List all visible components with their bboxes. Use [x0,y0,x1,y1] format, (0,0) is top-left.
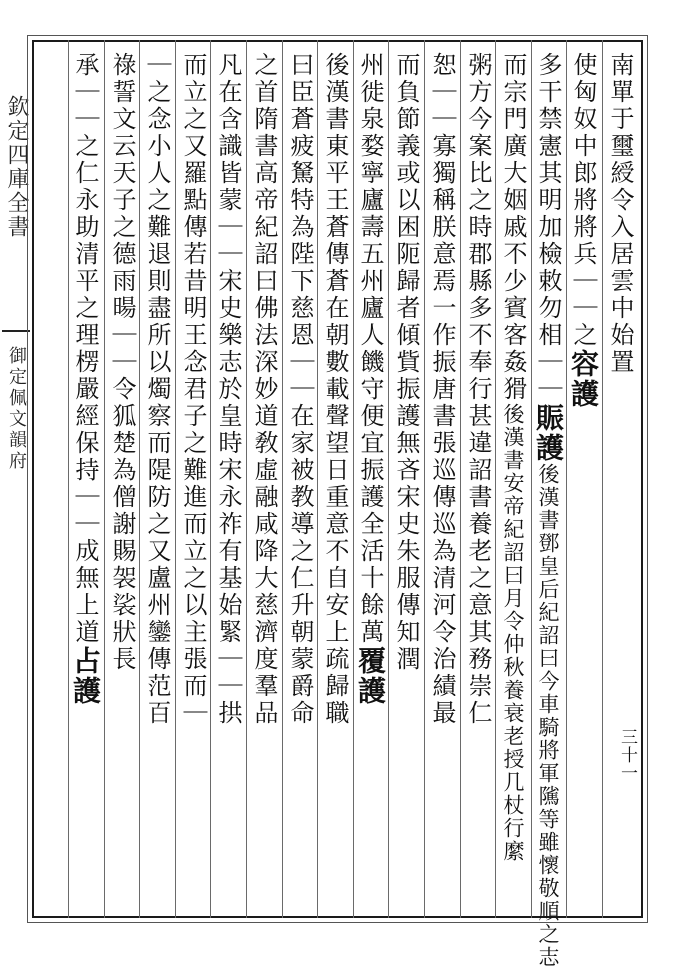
text-column [250,52,277,908]
column-rule [460,40,461,918]
text-column [286,52,313,908]
column-rule [602,40,603,918]
column-text: 使匈奴中郎將將兵｜｜之 [569,52,597,349]
column-text: 而宗門廣大姻戚不少賓客姦猾 [499,52,527,403]
column-rule [104,40,105,918]
column-rule [388,40,389,918]
column-rule [424,40,425,918]
column-text: 曰臣蒼疲駑特為陛下慈恩｜｜在家被教導之仁升朝蒙爵命 [286,52,314,727]
text-column [69,52,102,908]
column-rule [495,40,496,918]
text-column [428,52,455,908]
text-column [108,52,135,908]
title-divider [2,330,30,332]
text-column [354,52,387,908]
text-column [321,52,348,908]
column-text: 而立之又羅點傳若昔明王念君子之難進而立之以主張而｜ [179,52,207,727]
text-column [392,52,419,908]
column-text: 承｜｜之仁永助清平之理楞嚴經保持｜｜成無上道 [71,52,99,646]
column-text: 恕｜｜寡獨稱朕意焉一作振唐書張巡傳巡為清河令治績最 [428,52,456,727]
column-rule [175,40,176,918]
column-text: 州徙泉婺寧廬壽五州廬人饑守便宜振護全活十餘萬 [356,52,384,646]
column-rule [317,40,318,918]
column-text: 祿誓文云天子之德雨暘｜｜令狐楚為僧謝賜袈裟狀長 [108,52,136,673]
column-rule [246,40,247,918]
column-rule [531,40,532,918]
column-text: 多干禁憲其明加檢敕勿相｜｜ [534,52,562,403]
entry-heading: 賑護 [532,403,565,463]
column-text: 之首隋書高帝紀詔曰佛法深妙道敎虛融咸降大慈濟度羣品 [250,52,278,727]
column-rule [353,40,354,918]
entry-gloss: 後漢書鄧皇后紀詔曰今車騎將軍隲等雖懷敬順之志 [536,463,560,969]
text-column [143,52,170,908]
text-column [499,52,526,908]
column-text: 南單于璽綬令入居雲中始置 [606,52,634,376]
column-text: 而負節義或以困阨歸者傾貲振護無吝宋史朱服傳知潤 [392,52,420,673]
column-text: 後漢書東平王蒼傳蒼在朝數載聲望日重意不自安上疏歸職 [321,52,349,727]
text-column [464,52,491,908]
column-text: ｜之念小人之難退則盡所以燭察而隄防之又盧州鑾傳范百 [143,52,171,727]
volume-title: 御定佩文韻府 [6,346,27,472]
entry-heading: 占護 [69,646,102,706]
entry-heading: 覆護 [354,646,387,706]
entry-heading: 容護 [567,349,600,409]
entry-gloss: 後漢書安帝紀詔曰月令仲秋養衰老授几杖行縻 [501,403,525,863]
text-column [532,52,565,969]
text-column [179,52,206,908]
text-column [214,52,241,908]
folio-number: 三十一 [617,728,637,782]
column-rule [210,40,211,918]
column-rule [282,40,283,918]
column-rule [139,40,140,918]
column-text: 凡在含識皆蒙｜｜宋史樂志於皇時宋永祚有基始緊｜｜拱 [214,52,242,727]
book-title: 欽定四庫全書 [4,95,29,239]
text-column [567,52,600,908]
column-rule [566,40,567,918]
column-rule [68,40,69,918]
column-text: 粥方今案比之時郡縣多不奉行甚違詔書養老之意其務崇仁 [464,52,492,727]
